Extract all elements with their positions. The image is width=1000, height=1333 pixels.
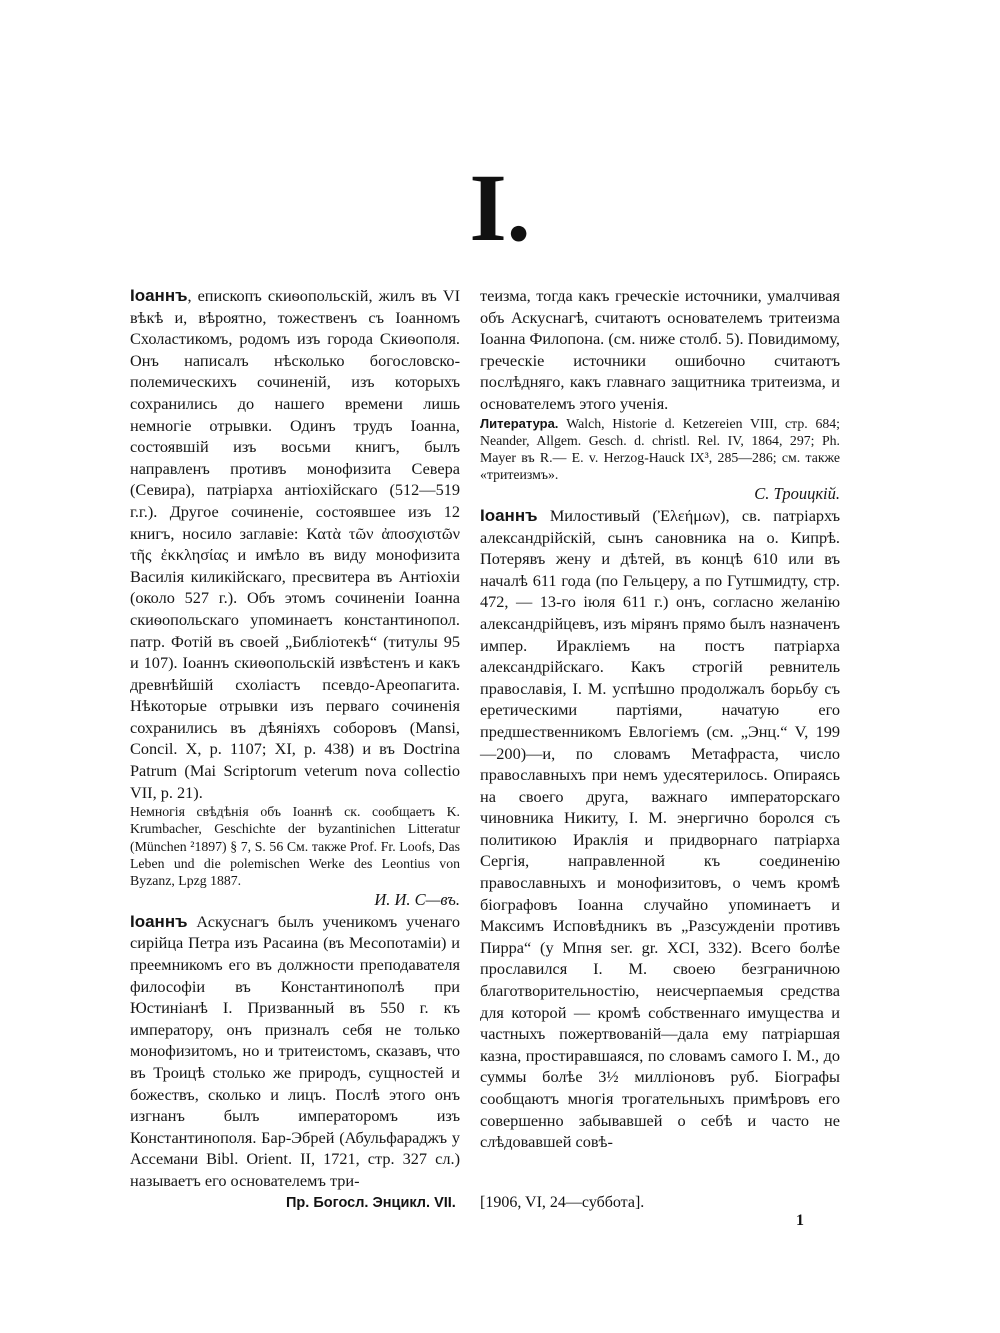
entry-headword: Іоаннъ (130, 911, 188, 931)
entry-headword: Іоаннъ (480, 505, 538, 525)
entry-bibliography-note: Немногія свѣдѣнія объ Іоаннѣ ск. сообщаетъ K. Krumbacher, Geschichte der byzantinichen Litteratur (München ²1897) § 7, S. 56 См. также Prof. Fr. Loofs, Das Leben und die polemischen Werke des Leontius von Byzanz, Lpzg 1887. (130, 804, 460, 889)
footer-date: [1906, VI, 24—суббота]. (480, 1194, 645, 1211)
entry-body: Милостивый (Ἐλεήμων), св. патріархъ александрійскій, сынъ сановника на о. Кипрѣ. Потерявъ жену и дѣтей, въ концѣ 610 или въ началѣ 611 года (по Гельцеру, а по Гутшмидту, стр. 472, — 13-го іюля 611 г.) онъ, согласно желанію александрійцевъ, изъ мірянъ прямо былъ назначенъ импер. Иракліемъ на постъ патріарха александрійскаго. Какъ строгій ревнитель православія, I. M. успѣшно продолжалъ борьбу съ еретическими партіями, начатую его предшественникомъ Евлогіемъ (см. „Энц.“ V, 199—200)—и, по словамъ Метафраста, число православныхъ при немъ удесятерилось. Опираясь на своего друга, важнаго императорскаго чиновника Никиту, I. M. энергично боролся съ политикою Ираклія и придворнаго патріарха Сергія, направленной къ соединенію православныхъ и монофизитовъ, о чемъ кромѣ біографовъ Іоанна случайно упоминаетъ и Максимъ Исповѣдникъ въ „Разсужденіи противъ Пирра“ (у Мпня ser. gr. XCI, 332). Всего болѣе прославился I. M. своею безграничною благотворительностію, неисчерпаемыя средства для которой — кромѣ собственнаго имущества и частныхъ пожертвованій—дала ему патріаршая казна, простиравшаяся, по словамъ самого I. M., до суммы болѣе 3½ милліоновъ руб. Біографы сообщаютъ многія трогательныхъ примѣровъ его совершенно забывавшей о себѣ и часто не слѣдовавшей совѣ- (480, 505, 840, 1152)
literature-label: Литература. (480, 415, 559, 431)
literature-signature: С. Троицкій. (754, 484, 840, 504)
entry-askusnag (130, 911, 460, 1192)
entry-continuation: теизма, тогда какъ греческіе источники, умалчивая объ Аскуснагѣ, считаютъ основателемъ тритеизма Іоанна Филопона. (см. ниже столб. 5). Повидимому, греческіе источники ошибочно считаютъ послѣдняго, какъ главнаго защитника тритеизма, и основателемъ этого ученія. (480, 286, 840, 413)
entry-signature: И. И. С—въ. (374, 890, 460, 910)
right-column (480, 285, 840, 1153)
section-letter: I. (469, 154, 531, 261)
left-column (130, 285, 460, 1192)
literature-text: Walch, Historie d. Ketzereien VIII, стр. 684; Neander, Allgem. Gesch. d. christl. Rel. IV, 1864, 297; Ph. Mayer въ R.— E. v. Herzog-Hauck IX³, 285—286; см. также «тритеизмъ». (480, 415, 840, 483)
entry-body: Аскуснагъ былъ ученикомъ ученаго сирійца Петра изъ Расаина (въ Месопотаміи) и преемникомъ его въ должности преподавателя философіи въ Константинополѣ при Юстиніанѣ I. Призванный въ 550 г. къ императору, онъ призналъ себя не только монофизитомъ, но и тритеистомъ, сказавъ, что въ Троицѣ столько же природъ, сущностей и божествъ, сколько и лицъ. Послѣ этого онъ изгнанъ былъ императоромъ изъ Константинополя. Бар-Эбрей (Абульфараджъ у Ассемани Bibl. Orient. II, 1721, стр. 327 сл.) называетъ его основателемъ три- (130, 911, 460, 1190)
literature-note (480, 415, 840, 484)
entry-skythopolis (130, 285, 460, 803)
footer-publication: Пр. Богосл. Энцикл. VII. (286, 1195, 456, 1211)
page-number: 1 (796, 1212, 804, 1229)
entry-merciful (480, 505, 840, 1153)
entry-headword: Іоаннъ (130, 286, 188, 305)
entry-body: , епископъ скиѳопольскій, жилъ въ VI вѣкѣ и, вѣроятно, тожественъ съ Іоанномъ Схоластикомъ, родомъ изъ города Скиѳополя. Онъ написалъ нѣсколько богословско-полемическихъ сочиненій, изъ которыхъ сохранились до нашего времени лишь немногіе отрывки. Одинъ трудъ Іоанна, состоявшій изъ восьми книгъ, былъ направленъ противъ монофизита Севера (Севира), патріарха антіохійскаго (512—519 г.г.). Другое сочиненіе, состоявшее изъ 12 книгъ, носило заглавіе: Κατὰ τῶν ἀποσχιστῶν τῆς ἐκκλησίας и имѣло въ виду монофизита Василія киликійскаго, пресвитера въ Антіохіи (около 527 г.). Объ этомъ сочиненіи Іоанна скиѳопольскаго упоминаетъ константинопол. патр. Фотій въ своей „Библіотекѣ“ (титулы 95 и 107). Іоаннъ скиѳопольскій извѣстенъ и какъ древнѣйшій схоліастъ псевдо-Ареопагита. Нѣкоторые отрывки изъ перваго сочиненія сохранились въ дѣяніяхъ соборовъ (Mansi, Concil. X, p. 1107; XI, p. 438) и въ Doctrina Patrum (Mai Scriptorum veterum nova collectio VII, p. 21). (130, 286, 460, 802)
